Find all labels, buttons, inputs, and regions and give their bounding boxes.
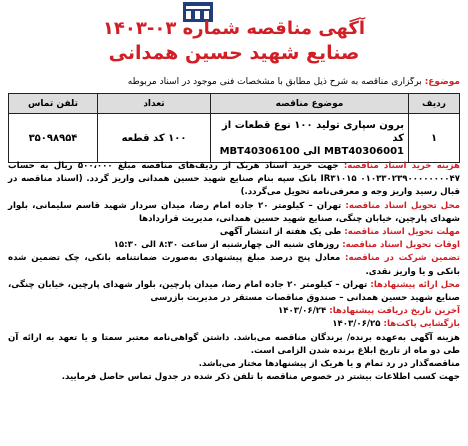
delivery-text: تهران – کیلومتر ۲۰ جاده امام رضا، میدان سردار شهید قاسم سلیمانی، بلوار شهدای پارچین، خیابان چنگی، صنایع شهید حسین همدانی، مدیریت قراردادها — [8, 200, 460, 224]
submit-text: تهران – کیلومتر ۲۰ جاده امام رضا، میدان پارچین، بلوار شهدای پارچین، خیابان چنگی، صنایع شهید حسین همدانی – صندوق مناقصات مستقر در مدیریت بازرسی — [8, 279, 460, 304]
deadline-text: طی یک هفته از انتشار آگهی — [219, 227, 342, 238]
fee-label: هزینه خرید اسناد مناقصه: — [343, 161, 460, 171]
deadline-paragraph — [8, 226, 460, 239]
opening-label: بازگشایی پاکت‌ها: — [383, 319, 460, 330]
tender-table — [8, 93, 460, 163]
hours-text: روزهای شنبه الی چهارشنبه از ساعت ۸:۳۰ الی ۱۵:۳۰ — [113, 240, 340, 251]
deadline-label: مهلت تحویل اسناد مناقصه: — [344, 227, 460, 238]
cell-quantity: ۱۰۰ کد قطعه — [98, 114, 211, 163]
notice-title: آگهی مناقصه شماره ۰۳-۱۴۰۳ — [102, 18, 366, 39]
guarantee-text: معادل پنج درصد مبلغ پیشنهادی به‌صورت ضمانتنامه بانکی، چک تضمین شده بانکی و یا واریز نقدی. — [8, 253, 460, 277]
note-rights-paragraph: مناقصه‌گذار در رد تمام و یا هریک از پیشنهادها مختار می‌باشد. — [198, 359, 460, 370]
last-date-value: ۱۴۰۳/۰۶/۲۴ — [278, 306, 327, 317]
submit-label: محل ارائه پیشنهادها: — [370, 279, 460, 290]
company-name: صنایع شهید حسین همدانی — [108, 42, 360, 64]
hours-label: اوقات تحویل اسناد مناقصه: — [342, 240, 460, 251]
note-contact-paragraph: جهت کسب اطلاعات بیشتر در خصوص مناقصه با تلفن ذکر شده در جدول تماس حاصل فرمایید. — [61, 372, 460, 383]
cell-subject-line1: برون سپاری تولید ۱۰۰ نوع قطعات از کد — [222, 119, 404, 144]
col-header-subject: موضوع مناقصه — [211, 94, 409, 114]
fee-text: جهت خرید اسناد هریک از ردیف‌های مناقصه مبلغ ۵۰۰،۰۰۰ ریال به حساب ۰۱۰۳۳۰۲۳۹۰۰۰۰۰۰۰۰۴۷ IR۳۱۰۱۵ بانک سپه بنام صنایع شهید حسین همدانی واریز گردد. (اسناد مناقصه در قبال رسید واریز وجه و معرفی‌نامه تحویل می‌گردد.) — [8, 161, 460, 198]
col-header-phone: تلفن تماس — [9, 94, 98, 114]
delivery-label: محل تحویل اسناد مناقصه: — [345, 200, 460, 211]
table-header-row — [9, 94, 460, 114]
cell-subject — [211, 114, 409, 163]
opening-date-value: ۱۴۰۳/۰۶/۲۵ — [332, 319, 381, 330]
last-date-label: آخرین تاریخ دریافت پیشنهادها: — [329, 306, 460, 317]
note-cost-paragraph: هزینه آگهی به‌عهده برنده/ برندگان مناقصه می‌باشد. داشتن گواهی‌نامه معتبر سمتا و یا تعهد به ارائه آن طی دو ماه از تاریخ ابلاغ برنده شدن الزامی است. — [8, 332, 460, 356]
hours-paragraph — [8, 239, 460, 252]
subject-label: موضوع: — [424, 77, 460, 87]
submit-paragraph — [8, 279, 460, 305]
subject-line — [8, 77, 460, 87]
col-header-quantity: تعداد — [98, 94, 211, 114]
notice-details — [8, 160, 460, 384]
last-date-paragraph — [8, 305, 460, 318]
guarantee-label: تضمین شرکت در مناقصه: — [345, 253, 460, 264]
cell-subject-line2: MBT40306001 الی MBT40306100 — [219, 145, 404, 157]
fee-paragraph — [8, 160, 460, 200]
opening-paragraph — [8, 318, 460, 331]
col-header-index: ردیف — [409, 94, 460, 114]
subject-text: برگزاری مناقصه به شرح ذیل مطابق با مشخصات فنی موجود در اسناد مربوطه — [127, 77, 422, 87]
cell-phone: ۳۵۰۹۸۹۵۴ — [9, 114, 98, 163]
delivery-paragraph — [8, 200, 460, 226]
guarantee-paragraph — [8, 252, 460, 278]
table-row — [9, 114, 460, 163]
cell-index: ۱ — [409, 114, 460, 163]
